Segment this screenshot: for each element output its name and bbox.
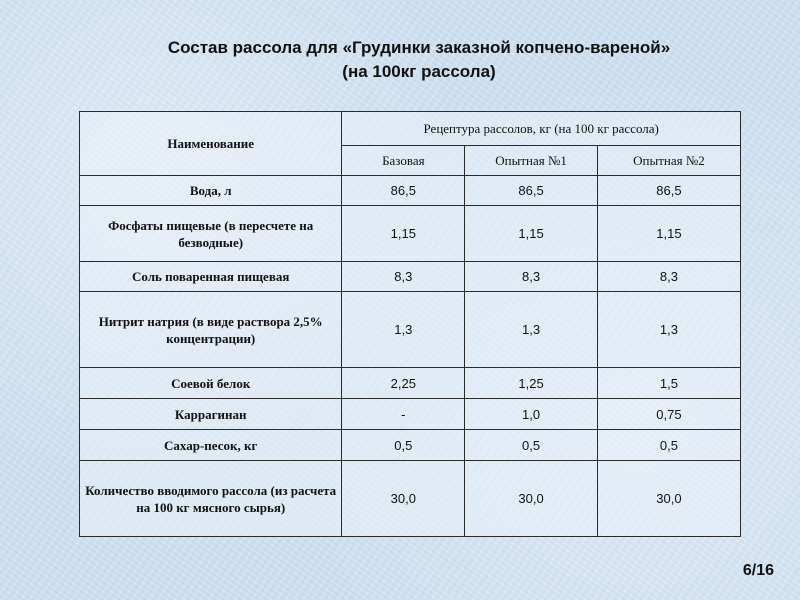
cell-exp1: 1,15 [465,206,598,262]
header-name: Наименование [80,112,342,176]
table-row [80,176,741,206]
cell-base: 1,15 [342,206,465,262]
cell-exp2: 0,75 [597,399,740,430]
table-row [80,206,741,262]
cell-base: - [342,399,465,430]
recipe-table [79,111,741,537]
slide-title [0,36,800,84]
cell-exp2: 86,5 [597,176,740,206]
slide-title-line1: Состав рассола для «Грудинки заказной копчено-вареной» [167,38,671,57]
cell-base: 86,5 [342,176,465,206]
row-name: Количество вводимого рассола (из расчета на 100 кг мясного сырья) [80,461,342,537]
table-row [80,262,741,292]
header-group: Рецептура рассолов, кг (на 100 кг рассола) [342,112,741,146]
table-row [80,399,741,430]
row-name: Сахар-песок, кг [80,430,342,461]
row-name: Фосфаты пищевые (в пересчете на безводные) [80,206,342,262]
row-name: Соевой белок [80,368,342,399]
column-header-base: Базовая [342,146,465,176]
row-name: Нитрит натрия (в виде раствора 2,5% концентрации) [80,292,342,368]
cell-exp2: 8,3 [597,262,740,292]
cell-exp2: 30,0 [597,461,740,537]
cell-exp2: 1,3 [597,292,740,368]
cell-base: 1,3 [342,292,465,368]
table-row [80,292,741,368]
cell-exp2: 1,15 [597,206,740,262]
cell-base: 30,0 [342,461,465,537]
cell-exp1: 0,5 [465,430,598,461]
table-header-row [80,112,741,146]
slide-title-line2: (на 100кг рассола) [342,62,496,81]
cell-exp1: 30,0 [465,461,598,537]
page-number: 6/16 [742,562,774,579]
column-header-exp2: Опытная №2 [597,146,740,176]
cell-base: 2,25 [342,368,465,399]
cell-base: 8,3 [342,262,465,292]
cell-exp1: 86,5 [465,176,598,206]
table-row [80,461,741,537]
column-header-exp1: Опытная №1 [465,146,598,176]
cell-exp1: 1,3 [465,292,598,368]
cell-exp1: 1,25 [465,368,598,399]
cell-exp2: 0,5 [597,430,740,461]
row-name: Соль поваренная пищевая [80,262,342,292]
table-row [80,430,741,461]
row-name: Каррагинан [80,399,342,430]
cell-base: 0,5 [342,430,465,461]
cell-exp1: 8,3 [465,262,598,292]
cell-exp1: 1,0 [465,399,598,430]
table-row [80,368,741,399]
row-name: Вода, л [80,176,342,206]
cell-exp2: 1,5 [597,368,740,399]
